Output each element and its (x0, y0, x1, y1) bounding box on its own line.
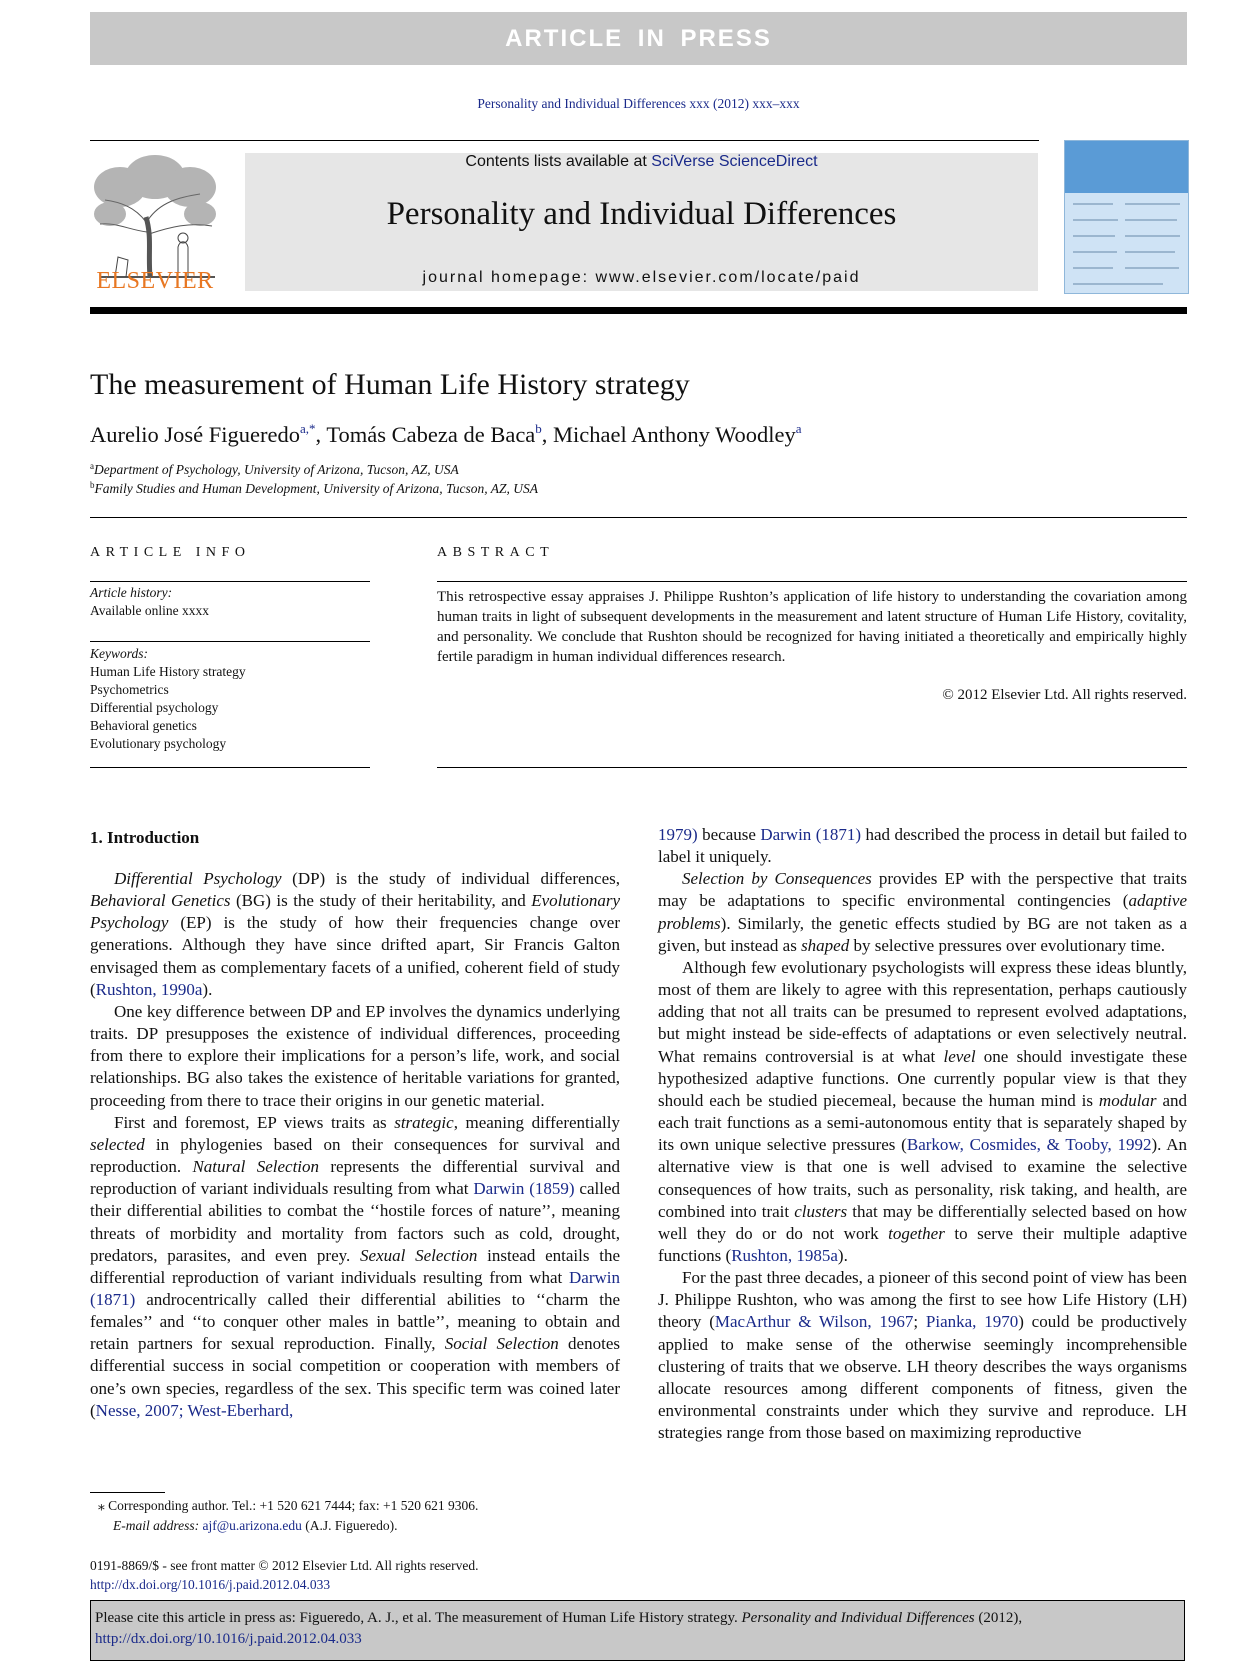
paragraph: First and foremost, EP views traits as strategic, meaning differentially selected in phylogenies based on their consequences for survival and reproduction. Natural Selection represents the differential survival and reproduction of variant individuals resulting from what Darwin (1859) called their differential abilities to combat the ‘‘hostile forces of nature’’, meaning threats of morbidity and mortality from factors such as cold, drought, predators, parasites, and even prey. Sexual Selection instead entails the differential reproduction of variant individuals resulting from what Darwin (1871) androcentrically called their differential abilities to ‘‘charm the females’’ and ‘‘to conquer other males in battle’’, meaning to obtain and retain partners for sexual reproduction. Finally, Social Selection denotes differential success in social competition or cooperation with members of one’s own species, regardless of the sex. This specific term was coined later (Nesse, 2007; West-Eberhard, (90, 1112, 621, 1420)
article-title: The measurement of Human Life History strategy (90, 368, 690, 401)
contents-prefix: Contents lists available at (465, 153, 652, 170)
article-in-press-banner (90, 12, 1187, 65)
elsevier-wordmark: ELSEVIER (96, 268, 214, 294)
abstract-text: This retrospective essay appraises J. Philippe Rushton’s application of life history to understanding the covariation among human traits in light of subsequent developments in the measurement and latent structure of Human Life History, covitality, and personality. We conclude that Rushton should be recognized for having initiated a theoretically and empirically highly fertile paradigm in human individual differences research. (437, 589, 1187, 665)
article-history-value: Available online xxxx (90, 603, 209, 618)
citation-link[interactable]: Darwin (1859) (473, 1179, 575, 1199)
journal-cover-thumbnail[interactable] (1064, 140, 1189, 294)
author-name: Aurelio José Figueredo (90, 422, 300, 447)
email-label: E-mail address: (113, 1518, 203, 1533)
corresponding-author-footnote: ⁎ Corresponding author. Tel.: +1 520 621 7444; fax: +1 520 621 9306. (98, 1498, 479, 1513)
citation-link[interactable]: MacArthur & Wilson, 1967 (714, 1312, 914, 1332)
front-matter (90, 1556, 479, 1594)
abstract-heading: ABSTRACT (437, 545, 555, 560)
cite-journal: Personality and Individual Differences (741, 1610, 975, 1626)
abstract-bottom-rule (437, 767, 1187, 768)
paragraph: Although few evolutionary psychologists will express these ideas bluntly, most of them are likely to agree with this representation, perhaps cautiously adding that not all traits can be presumed to represent evolved adaptations, but might instead be side-effects of adaptations or even selectively neutral. What remains controversial is at what level one should investigate these hypothesized adaptive functions. One currently popular view is that they should each be studied piecemeal, because the human mind is modular and each trait functions as a semi-autonomous entity that is separately shaped by its own unique selective pressures (Barkow, Cosmides, & Tooby, 1992). An alternative view is that one is well advised to examine the selective consequences of how traits, such as personality, risk taking, and health, are combined into trait clusters that may be differentially selected based on how well they do or do not work together to serve their multiple adaptive functions (Rushton, 1985a). (658, 957, 1188, 1265)
section-rule (90, 517, 1187, 518)
citation-link[interactable]: Nesse, 2007; West-Eberhard, (95, 1400, 294, 1420)
issn-line: 0191-8869/$ - see front matter © 2012 Elsevier Ltd. All rights reserved. (90, 1558, 479, 1573)
abstract-rule (437, 581, 1187, 582)
doi-link[interactable]: http://dx.doi.org/10.1016/j.paid.2012.04.033 (90, 1577, 331, 1592)
footnote-rule (90, 1492, 165, 1493)
citation-link[interactable]: 1979) (658, 825, 698, 844)
affiliation-text: Department of Psychology, University of Arizona, Tucson, AZ, USA (94, 462, 459, 477)
affiliation (90, 480, 538, 497)
author-name: Tomás Cabeza de Baca (326, 422, 536, 447)
citation-link[interactable]: Darwin (1871) (90, 1267, 620, 1309)
contents-line (245, 153, 1038, 171)
keyword: Differential psychology (90, 700, 219, 715)
paragraph: Differential Psychology (DP) is the study of individual differences, Behavioral Genetics (BG) is the study of their heritability, and Evolutionary Psychology (EP) is the study of how their frequencies change over generations. Although they have since drifted apart, Sir Francis Galton envisaged them as complementary facets of a unified, coherent field of study (Rushton, 1990a). (90, 869, 621, 999)
paragraph: 1979) because Darwin (1871) had described the process in detail but failed to label it uniquely. (658, 825, 1187, 867)
paragraph: One key difference between DP and EP involves the dynamics underlying traits. DP presupposes the existence of individual differences, proceeding from there to explore their implications for a person’s life, work, and social relationships. BG also takes the existence of heritable variations for granted, proceeding from there to trace their origins in our genetic material. (90, 1001, 620, 1110)
citation-link[interactable]: Rushton, 1990a (95, 979, 203, 999)
article-info-heading: ARTICLE INFO (90, 545, 251, 560)
citation-link[interactable]: Darwin (1871) (760, 825, 862, 844)
author-list: Aurelio José Figueredo$^{a,*}$, Tomás Cabeza de Baca$^b$, Michael Anthony Woodley$^a$ (90, 421, 802, 447)
citation-link[interactable]: Rushton, 1985a (731, 1245, 838, 1265)
article-info-rule (90, 581, 370, 582)
affiliation (90, 461, 459, 478)
journal-citation-link[interactable]: Personality and Individual Differences xxx (2012) xxx–xxx (477, 96, 800, 111)
author-name: Michael Anthony Woodley (553, 422, 796, 447)
journal-homepage[interactable]: journal homepage: www.elsevier.com/locate/paid (422, 269, 861, 286)
email-link[interactable]: ajf@u.arizona.edu (202, 1518, 302, 1533)
paragraph: For the past three decades, a pioneer of this second point of view has been J. Philippe Rushton, who was among the first to see how Life History (LH) theory (MacArthur & Wilson, 1967; Pianka, 1970) could be productively applied to make sense of the otherwise seemingly incomprehensible clustering of traits that we observe. LH theory describes the ways organisms allocate resources among different components of fitness, given the environmental constraints under which they survive and reproduce. LH strategies range from those based on maximizing reproductive (658, 1268, 1187, 1443)
author-affiliation-mark[interactable]: b (535, 421, 542, 436)
citation-link[interactable]: Pianka, 1970 (925, 1312, 1019, 1332)
header-thick-rule (90, 307, 1187, 314)
paragraph: Selection by Consequences provides EP with the perspective that traits may be adaptations to specific environmental contingencies (adaptive problems). Similarly, the genetic effects studied by BG are not taken as a given, but instead as shaped by selective pressures over evolutionary time. (658, 869, 1187, 955)
cite-year: (2012), (974, 1610, 1023, 1626)
affiliation-text: Family Studies and Human Development, University of Arizona, Tucson, AZ, USA (94, 481, 538, 496)
body-column-left (90, 868, 620, 1422)
article-info-bottom-rule (90, 767, 370, 768)
author-affiliation-mark[interactable]: a (795, 421, 802, 436)
article-history-label: Article history: (90, 585, 173, 600)
cite-prefix: Please cite this article in press as: Figueredo, A. J., et al. The measurement of Human Life History strategy. (95, 1610, 742, 1626)
author-affiliation-mark[interactable]: a,* (299, 421, 316, 436)
body-column-right (658, 824, 1187, 1444)
keyword: Human Life History strategy (90, 664, 246, 679)
keyword: Evolutionary psychology (90, 736, 227, 751)
journal-citation-line[interactable] (0, 96, 1241, 112)
keywords-rule (90, 641, 370, 642)
abstract-copyright: © 2012 Elsevier Ltd. All rights reserved. (942, 687, 1187, 703)
affiliation-mark: b (90, 480, 95, 490)
cite-doi-link[interactable]: http://dx.doi.org/10.1016/j.paid.2012.04.033 (95, 1631, 362, 1647)
sciencedirect-link[interactable]: SciVerse ScienceDirect (651, 153, 818, 170)
article-in-press-label: ARTICLE IN PRESS (505, 24, 772, 52)
keyword: Psychometrics (90, 682, 169, 697)
keywords-label: Keywords: (90, 646, 148, 661)
keyword: Behavioral genetics (90, 718, 197, 733)
affiliation-mark: a (90, 461, 94, 471)
header-rule (90, 140, 1039, 141)
citation-link[interactable]: Barkow, Cosmides, & Tooby, 1992 (906, 1135, 1152, 1155)
journal-title: Personality and Individual Differences (386, 196, 897, 232)
email-suffix: (A.J. Figueredo). (301, 1518, 398, 1533)
section-heading-introduction: 1. Introduction (90, 828, 200, 847)
cite-this-article-box (90, 1600, 1185, 1661)
email-footnote (113, 1516, 398, 1536)
